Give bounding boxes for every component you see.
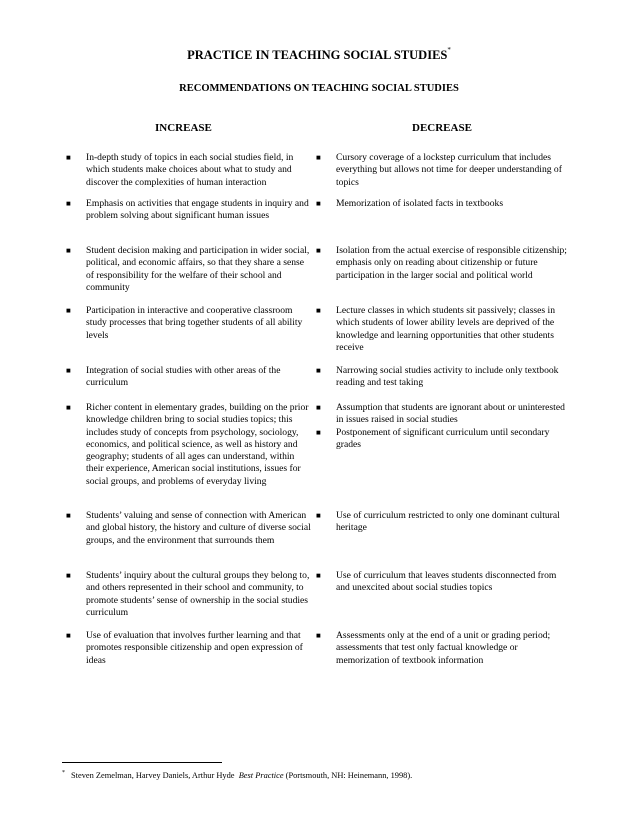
decrease-cell bbox=[336, 198, 572, 210]
increase-cell bbox=[86, 402, 314, 488]
bullet-icon: ■ bbox=[316, 153, 321, 162]
increase-column-header: INCREASE bbox=[155, 122, 212, 134]
increase-cell bbox=[86, 510, 314, 547]
increase-cell bbox=[86, 198, 314, 223]
increase-item-text: Participation in interactive and cooperative classroom study processes that bring together students of all ability levels bbox=[86, 305, 303, 341]
bullet-icon: ■ bbox=[316, 366, 321, 375]
increase-cell bbox=[86, 305, 314, 342]
decrease-item-text: Isolation from the actual exercise of responsible citizenship; emphasis only on reading about citizenship or future participation in the larger social and political world bbox=[336, 245, 567, 281]
bullet-icon: ■ bbox=[316, 306, 321, 315]
decrease-cell bbox=[336, 402, 572, 451]
bullet-icon: ■ bbox=[66, 403, 71, 412]
increase-cell bbox=[86, 365, 314, 390]
bullet-icon: ■ bbox=[316, 631, 321, 640]
bullet-icon: ■ bbox=[316, 511, 321, 520]
page-subtitle: RECOMMENDATIONS ON TEACHING SOCIAL STUDIES bbox=[179, 83, 459, 94]
bullet-icon: ■ bbox=[66, 366, 71, 375]
footnote-publisher: (Portsmouth, NH: Heinemann, 1998). bbox=[285, 770, 413, 780]
bullet-icon: ■ bbox=[316, 571, 321, 580]
decrease-cell bbox=[336, 570, 572, 595]
increase-item-text: Emphasis on activities that engage students in inquiry and problem solving about significant human issues bbox=[86, 198, 309, 222]
footnote bbox=[62, 770, 412, 780]
bullet-icon: ■ bbox=[66, 199, 71, 208]
bullet-icon: ■ bbox=[66, 153, 71, 162]
bullet-icon: ■ bbox=[316, 246, 321, 255]
increase-item-text: Students’ inquiry about the cultural groups they belong to, and others represented in their school and community, to promote students’ sense of ownership in the social studies curriculum bbox=[86, 570, 310, 618]
increase-cell bbox=[86, 152, 314, 189]
decrease-cell bbox=[336, 510, 572, 535]
increase-cell bbox=[86, 630, 314, 667]
increase-item-text: Integration of social studies with other areas of the curriculum bbox=[86, 365, 281, 389]
footnote-divider bbox=[62, 762, 222, 763]
increase-item-text: Student decision making and participation in wider social, political, and economic affairs, so that they share a sense of responsibility for the welfare of their school and community bbox=[86, 245, 310, 293]
decrease-item-text: Cursory coverage of a lockstep curriculum that includes everything but allows not time for deeper understanding of topics bbox=[336, 152, 562, 188]
increase-cell bbox=[86, 570, 314, 619]
decrease-cell bbox=[336, 305, 572, 354]
decrease-item-text: Use of curriculum restricted to only one dominant cultural heritage bbox=[336, 510, 560, 534]
bullet-icon: ■ bbox=[66, 511, 71, 520]
decrease-cell bbox=[336, 365, 572, 390]
decrease-cell bbox=[336, 152, 572, 189]
bullet-icon: ■ bbox=[316, 403, 321, 412]
increase-item-text: Richer content in elementary grades, building on the prior knowledge children bring to social studies topics; this includes study of concepts from psychology, sociology, economics, and political science, as well as history and geography; students of all ages can understand, within their experience, American social institutions, issues for social groups, and problems of everyday living bbox=[86, 402, 309, 487]
increase-item-text: Use of evaluation that involves further learning and that promotes responsible citizenship and open expression of ideas bbox=[86, 630, 303, 666]
decrease-item-text: Narrowing social studies activity to include only textbook reading and test taking bbox=[336, 365, 559, 389]
title-footnote-marker: * bbox=[447, 46, 451, 54]
decrease-cell bbox=[336, 630, 572, 667]
increase-cell bbox=[86, 245, 314, 294]
bullet-icon: ■ bbox=[316, 199, 321, 208]
increase-item-text: In-depth study of topics in each social studies field, in which students make choices about what to study and discover the complexities of human interaction bbox=[86, 152, 294, 188]
decrease-item-text: Lecture classes in which students sit passively; classes in which students of lower ability levels are deprived of the knowledge and learning opportunities that other students receive bbox=[336, 305, 556, 353]
footnote-marker: * bbox=[62, 770, 65, 776]
bullet-icon: ■ bbox=[316, 428, 321, 437]
bullet-icon: ■ bbox=[66, 571, 71, 580]
decrease-column-header: DECREASE bbox=[412, 122, 472, 134]
decrease-item-text: Use of curriculum that leaves students disconnected from and unexcited about social studies topics bbox=[336, 570, 557, 594]
decrease-item-text: Assumption that students are ignorant about or uninterested in issues raised in social studies bbox=[336, 402, 565, 426]
increase-item-text: Students’ valuing and sense of connection with American and global history, the history and culture of diverse social groups, and the environment that surrounds them bbox=[86, 510, 311, 546]
footnote-book-title: Best Practice bbox=[238, 770, 284, 780]
bullet-icon: ■ bbox=[66, 246, 71, 255]
decrease-cell bbox=[336, 245, 572, 282]
title-text: PRACTICE IN TEACHING SOCIAL STUDIES bbox=[187, 48, 448, 63]
footnote-authors: Steven Zemelman, Harvey Daniels, Arthur Hyde bbox=[71, 770, 235, 780]
decrease-item-text: Postponement of significant curriculum until secondary grades bbox=[336, 426, 550, 450]
bullet-icon: ■ bbox=[66, 306, 71, 315]
decrease-item-text: Assessments only at the end of a unit or grading period; assessments that test only factual knowledge or memorization of textbook information bbox=[336, 630, 551, 666]
bullet-icon: ■ bbox=[66, 631, 71, 640]
page-title bbox=[0, 48, 638, 63]
decrease-item-text: Memorization of isolated facts in textbooks bbox=[336, 198, 504, 209]
